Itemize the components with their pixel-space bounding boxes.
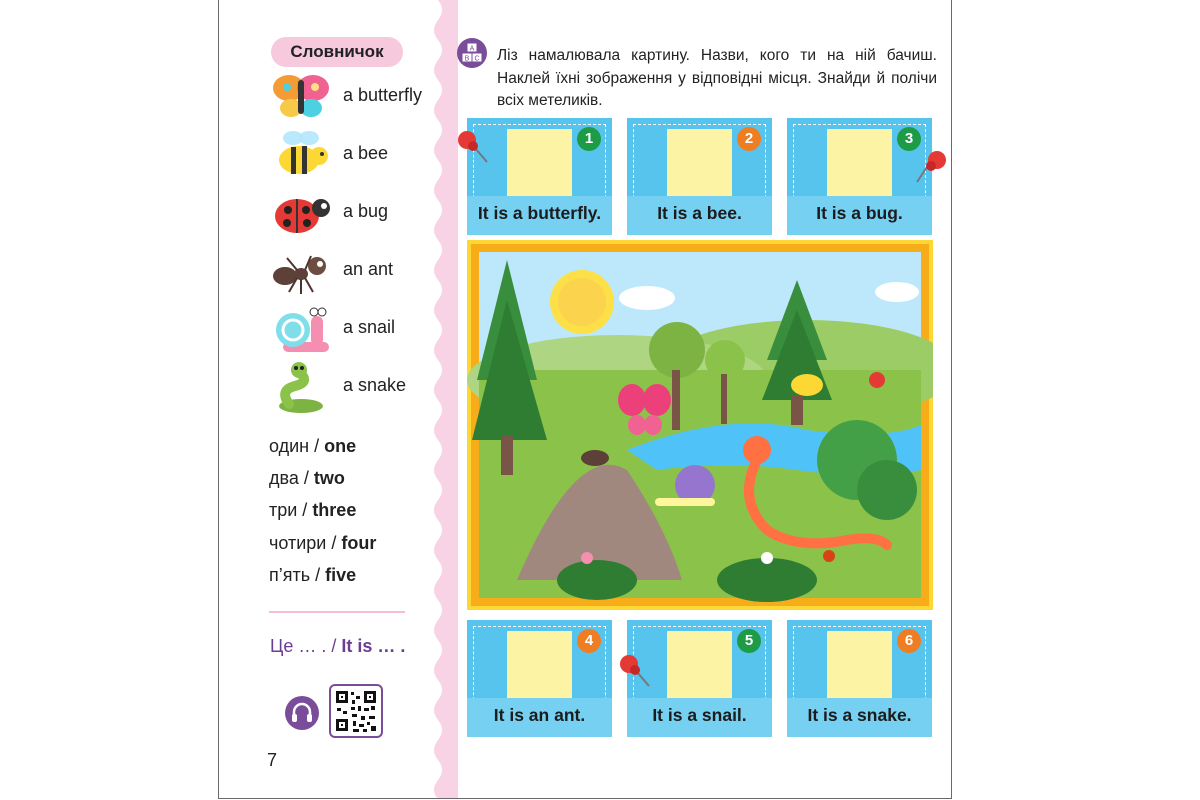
- ant-icon: [269, 244, 333, 298]
- vocab-word: a snail: [343, 317, 396, 337]
- instruction-text: Ліз намалювала картину. Назви, кого ти на ній бачиш. Наклей їхні зображення у відповідні місця. Знайди й полічи всіх метеликів.: [497, 47, 937, 109]
- vocab-item-snail: [269, 302, 449, 356]
- svg-text:A: A: [469, 45, 475, 53]
- number-uk: один /: [269, 436, 325, 456]
- sticker-slot[interactable]: [827, 129, 892, 196]
- divider: [269, 611, 405, 613]
- sticker-slot[interactable]: [667, 631, 732, 698]
- number-row-five: [269, 565, 356, 586]
- number-en: two: [313, 468, 345, 488]
- sticker-slot[interactable]: [827, 631, 892, 698]
- vocab-item-butterfly: [269, 70, 449, 124]
- number-en: one: [324, 436, 357, 456]
- svg-text:B: B: [464, 55, 470, 63]
- sticker-card-2[interactable]: [627, 118, 772, 235]
- page-number: 7: [267, 750, 278, 770]
- vocab-word: a butterfly: [343, 85, 423, 105]
- number-en: three: [312, 500, 357, 520]
- snail-icon: [269, 302, 333, 356]
- pushpin-icon: [615, 650, 651, 688]
- qr-code-image: [331, 686, 381, 736]
- sticker-slot[interactable]: [667, 129, 732, 196]
- sticker-slot[interactable]: [507, 129, 572, 196]
- book-page: [218, 0, 952, 799]
- butterfly-icon: [269, 70, 333, 124]
- phrase-en: It is … .: [341, 636, 406, 656]
- ladybug-icon: [269, 186, 333, 240]
- number-uk: п’ять /: [269, 565, 326, 585]
- card-number-badge: 5: [737, 629, 761, 653]
- vocabulary-title: Словничок: [271, 37, 403, 67]
- number-uk: два /: [269, 468, 314, 488]
- headphones-icon[interactable]: [285, 696, 319, 730]
- number-row-three: [269, 500, 356, 521]
- card-caption: It is a butterfly.: [477, 203, 602, 223]
- card-number-badge: 2: [737, 127, 761, 151]
- card-caption: It is a bug.: [816, 203, 903, 223]
- snake-icon: [269, 360, 333, 414]
- pushpin-icon: [915, 148, 951, 186]
- card-caption: It is a snail.: [652, 705, 747, 725]
- qr-code[interactable]: [329, 684, 383, 738]
- pushpin-icon: [453, 126, 489, 164]
- svg-text:C: C: [474, 55, 480, 63]
- card-number-badge: 3: [897, 127, 921, 151]
- sticker-card-3[interactable]: [787, 118, 932, 235]
- vocab-word: a snake: [343, 375, 407, 395]
- number-uk: чотири /: [269, 533, 342, 553]
- vocab-item-bug: [269, 186, 449, 240]
- card-number-badge: 6: [897, 629, 921, 653]
- nature-scene-picture: [467, 240, 933, 610]
- vocab-item-bee: [269, 128, 449, 182]
- abc-blocks-icon: [457, 38, 487, 68]
- vocab-word: a bee: [343, 143, 389, 163]
- card-caption: It is an ant.: [493, 705, 586, 725]
- sticker-card-6[interactable]: [787, 620, 932, 737]
- number-row-four: [269, 533, 376, 554]
- number-en: four: [341, 533, 377, 553]
- sticker-card-4[interactable]: [467, 620, 612, 737]
- card-number-badge: 4: [577, 629, 601, 653]
- card-number-badge: 1: [577, 127, 601, 151]
- vocab-item-snake: [269, 360, 449, 414]
- number-en: five: [325, 565, 357, 585]
- vocab-word: a bug: [343, 201, 389, 221]
- phrase-uk: Це … . /: [270, 636, 342, 656]
- phrase: [270, 636, 405, 657]
- number-row-two: [269, 468, 345, 489]
- vocab-word: an ant: [343, 259, 394, 279]
- card-caption: It is a snake.: [807, 705, 912, 725]
- sticker-slot[interactable]: [507, 631, 572, 698]
- number-uk: три /: [269, 500, 313, 520]
- card-caption: It is a bee.: [657, 203, 742, 223]
- vocab-item-ant: [269, 244, 449, 298]
- number-row-one: [269, 436, 356, 457]
- bee-icon: [269, 128, 333, 182]
